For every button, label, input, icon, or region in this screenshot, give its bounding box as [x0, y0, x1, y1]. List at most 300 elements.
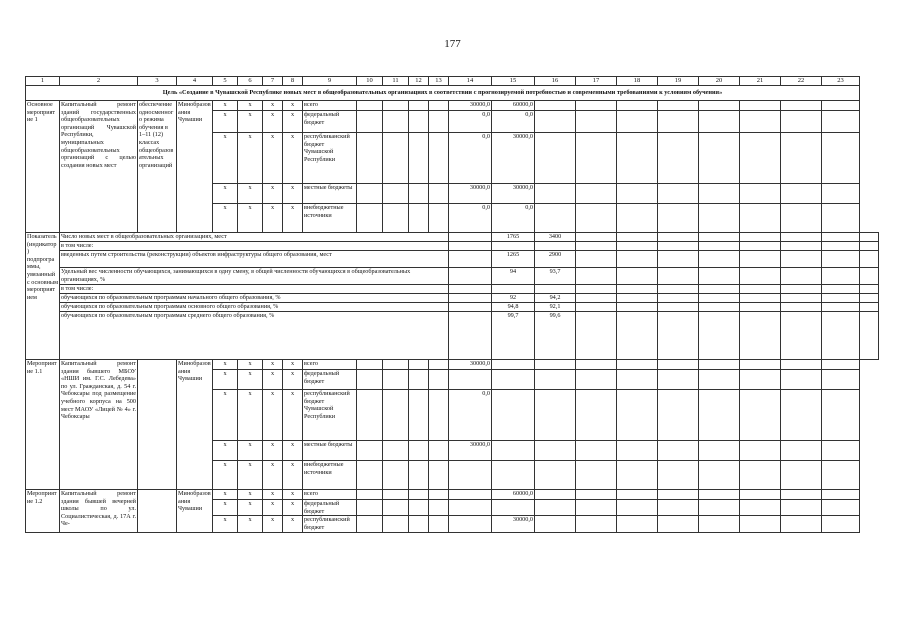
- empty-cell: [617, 500, 658, 516]
- empty-cell: [740, 390, 781, 441]
- empty-cell: [781, 268, 822, 285]
- empty-cell: [429, 133, 449, 184]
- value-cell: [492, 285, 535, 294]
- empty-cell: [740, 441, 781, 461]
- funding-source: федеральный бюджет: [303, 370, 357, 390]
- empty-cell: [699, 285, 740, 294]
- empty-cell: [383, 184, 409, 204]
- empty-cell: [576, 285, 617, 294]
- funding-source: всего: [303, 490, 357, 500]
- empty-cell: [617, 312, 658, 360]
- empty-cell: [781, 516, 822, 533]
- indicator-text: обучающихся по образовательным программам основного общего образования, %: [60, 303, 449, 312]
- funding-source: внебюджетные источники: [303, 204, 357, 233]
- code-cell: x: [213, 516, 238, 533]
- empty-cell: [576, 101, 617, 111]
- empty-cell: [357, 184, 383, 204]
- funding-source: внебюджетные источники: [303, 461, 357, 490]
- empty-cell: [576, 133, 617, 184]
- code-cell: x: [283, 441, 303, 461]
- value-cell: 30000,0: [492, 184, 535, 204]
- empty-cell: [576, 204, 617, 233]
- empty-cell: [535, 360, 576, 370]
- empty-cell: [699, 101, 740, 111]
- empty-cell: [429, 441, 449, 461]
- empty-cell: [658, 133, 699, 184]
- empty-cell: [357, 204, 383, 233]
- empty-cell: [822, 516, 860, 533]
- empty-cell: [429, 461, 449, 490]
- value-cell: [449, 461, 492, 490]
- funding-source: местные бюджеты: [303, 184, 357, 204]
- empty-cell: [740, 268, 781, 285]
- empty-cell: [740, 233, 781, 242]
- empty-cell: [576, 370, 617, 390]
- empty-cell: [576, 242, 617, 251]
- empty-cell: [699, 204, 740, 233]
- value-cell: [492, 242, 535, 251]
- empty-cell: [576, 294, 617, 303]
- empty-cell: [781, 360, 822, 370]
- empty-cell: [658, 268, 699, 285]
- empty-cell: [822, 285, 860, 294]
- value-cell: 92: [492, 294, 535, 303]
- empty-cell: [429, 370, 449, 390]
- funding-source: республиканский бюджет Чувашской Республики: [303, 390, 357, 441]
- empty-cell: [576, 312, 617, 360]
- empty-cell: [357, 490, 383, 500]
- empty-cell: [409, 370, 429, 390]
- indicator-row: [26, 285, 879, 294]
- empty-cell: [429, 390, 449, 441]
- column-number: 15: [492, 77, 535, 86]
- value-cell: 99,7: [492, 312, 535, 360]
- empty-cell: [576, 500, 617, 516]
- empty-cell: [699, 461, 740, 490]
- value-cell: 0,0: [449, 111, 492, 133]
- code-cell: x: [283, 101, 303, 111]
- empty-cell: [822, 294, 860, 303]
- column-number: 5: [213, 77, 238, 86]
- empty-cell: [658, 490, 699, 500]
- code-cell: x: [238, 490, 263, 500]
- empty-cell: [699, 242, 740, 251]
- value-cell: 0,0: [449, 204, 492, 233]
- empty-cell: [617, 390, 658, 441]
- empty-cell: [658, 461, 699, 490]
- goal-row: [26, 86, 879, 101]
- code-cell: x: [213, 204, 238, 233]
- value-cell: [492, 500, 535, 516]
- empty-cell: [781, 390, 822, 441]
- empty-cell: [576, 390, 617, 441]
- empty-cell: [576, 303, 617, 312]
- empty-cell: [781, 233, 822, 242]
- code-cell: x: [283, 461, 303, 490]
- empty-cell: [860, 233, 879, 242]
- empty-cell: [699, 268, 740, 285]
- empty-cell: [383, 360, 409, 370]
- finance-row: [26, 490, 879, 500]
- empty-cell: [740, 184, 781, 204]
- empty-cell: [740, 500, 781, 516]
- empty-cell: [576, 184, 617, 204]
- empty-cell: [822, 370, 860, 390]
- empty-cell: [781, 285, 822, 294]
- empty-cell: [658, 390, 699, 441]
- empty-cell: [740, 133, 781, 184]
- funding-source: республиканский бюджет: [303, 516, 357, 533]
- empty-cell: [781, 312, 822, 360]
- empty-cell: [617, 516, 658, 533]
- empty-cell: [617, 370, 658, 390]
- empty-cell: [699, 516, 740, 533]
- empty-cell: [429, 101, 449, 111]
- value-cell: [492, 370, 535, 390]
- code-cell: x: [213, 441, 238, 461]
- empty-cell: [822, 360, 860, 370]
- empty-cell: [576, 233, 617, 242]
- code-cell: x: [283, 500, 303, 516]
- indicator-text: Число новых мест в общеобразовательных организациях, мест: [60, 233, 449, 242]
- empty-cell: [409, 111, 429, 133]
- value-cell: 30000,0: [449, 184, 492, 204]
- empty-cell: [822, 490, 860, 500]
- value-cell: [449, 370, 492, 390]
- value-cell: 60000,0: [492, 101, 535, 111]
- code-cell: x: [283, 184, 303, 204]
- empty-cell: [449, 285, 492, 294]
- empty-cell: [822, 111, 860, 133]
- column-number: 23: [822, 77, 860, 86]
- measure-label: Основное мероприятие 1: [26, 101, 60, 233]
- empty-cell: [383, 101, 409, 111]
- empty-cell: [383, 111, 409, 133]
- empty-cell: [576, 268, 617, 285]
- measure-name: Капитальный ремонт здания бывшей вечерней школы по ул. Социалистическая, д. 17А г. Че-: [60, 490, 138, 533]
- empty-cell: [449, 251, 492, 268]
- empty-cell: [740, 370, 781, 390]
- indicator-row: [26, 294, 879, 303]
- empty-cell: [383, 370, 409, 390]
- code-cell: x: [283, 490, 303, 500]
- empty-cell: [860, 268, 879, 285]
- empty-cell: [576, 490, 617, 500]
- column-number: 1: [26, 77, 60, 86]
- column-number: 7: [263, 77, 283, 86]
- empty-cell: [357, 111, 383, 133]
- empty-cell: [658, 294, 699, 303]
- empty-cell: [409, 184, 429, 204]
- funding-source: всего: [303, 101, 357, 111]
- code-cell: x: [213, 370, 238, 390]
- empty-cell: [535, 370, 576, 390]
- code-cell: x: [283, 111, 303, 133]
- column-number: 13: [429, 77, 449, 86]
- empty-cell: [658, 184, 699, 204]
- value-cell: 30000,0: [492, 516, 535, 533]
- value-cell: 30000,0: [449, 360, 492, 370]
- column-number: 4: [177, 77, 213, 86]
- empty-cell: [409, 461, 429, 490]
- empty-cell: [658, 500, 699, 516]
- code-cell: x: [238, 101, 263, 111]
- empty-cell: [658, 516, 699, 533]
- empty-cell: [699, 251, 740, 268]
- empty-cell: [658, 360, 699, 370]
- code-cell: x: [263, 370, 283, 390]
- code-cell: x: [238, 370, 263, 390]
- empty-cell: [822, 312, 860, 360]
- measure-label: Мероприятие 1.1: [26, 360, 60, 490]
- funding-source: республиканский бюджет Чувашской Республики: [303, 133, 357, 184]
- empty-cell: [429, 490, 449, 500]
- empty-cell: [740, 111, 781, 133]
- column-number: 9: [303, 77, 357, 86]
- empty-cell: [699, 360, 740, 370]
- code-cell: x: [283, 133, 303, 184]
- empty-cell: [740, 242, 781, 251]
- empty-cell: [699, 233, 740, 242]
- code-cell: x: [263, 133, 283, 184]
- code-cell: x: [263, 204, 283, 233]
- empty-cell: [409, 133, 429, 184]
- funding-source: федеральный бюджет: [303, 111, 357, 133]
- column-number: 3: [138, 77, 177, 86]
- code-cell: x: [213, 360, 238, 370]
- empty-cell: [822, 500, 860, 516]
- empty-cell: [409, 204, 429, 233]
- empty-cell: [409, 490, 429, 500]
- value-cell: 94,2: [535, 294, 576, 303]
- empty-cell: [822, 461, 860, 490]
- value-cell: 30000,0: [449, 441, 492, 461]
- empty-cell: [617, 101, 658, 111]
- empty-cell: [822, 133, 860, 184]
- value-cell: 94,8: [492, 303, 535, 312]
- code-cell: x: [238, 500, 263, 516]
- empty-cell: [781, 441, 822, 461]
- measure-label: Мероприятие 1.2: [26, 490, 60, 533]
- empty-cell: [357, 441, 383, 461]
- indicator-text: в том числе:: [60, 285, 449, 294]
- code-cell: x: [283, 390, 303, 441]
- value-cell: 92,1: [535, 303, 576, 312]
- column-number: 11: [383, 77, 409, 86]
- column-number: 10: [357, 77, 383, 86]
- empty-cell: [699, 294, 740, 303]
- indicator-row: [26, 303, 879, 312]
- empty-cell: [576, 461, 617, 490]
- empty-cell: [535, 500, 576, 516]
- empty-cell: [822, 268, 860, 285]
- value-cell: [492, 441, 535, 461]
- value-cell: 0,0: [492, 111, 535, 133]
- code-cell: x: [263, 461, 283, 490]
- empty-cell: [535, 133, 576, 184]
- empty-cell: [535, 441, 576, 461]
- measure-executor: Минобразования Чувашии: [177, 490, 213, 533]
- value-cell: 0,0: [492, 204, 535, 233]
- empty-cell: [781, 294, 822, 303]
- code-cell: x: [263, 390, 283, 441]
- empty-cell: [409, 360, 429, 370]
- empty-cell: [860, 303, 879, 312]
- empty-cell: [740, 303, 781, 312]
- value-cell: 60000,0: [492, 490, 535, 500]
- indicator-row: [26, 268, 879, 285]
- empty-cell: [617, 233, 658, 242]
- finance-row: [26, 360, 879, 370]
- empty-cell: [781, 370, 822, 390]
- indicator-text: введенных путем строительства (реконструкции) объектов инфраструктуры общего образования, мест: [60, 251, 449, 268]
- empty-cell: [658, 285, 699, 294]
- empty-cell: [658, 312, 699, 360]
- empty-cell: [409, 441, 429, 461]
- empty-cell: [576, 360, 617, 370]
- code-cell: x: [283, 204, 303, 233]
- empty-cell: [429, 500, 449, 516]
- code-cell: x: [263, 516, 283, 533]
- empty-cell: [576, 111, 617, 133]
- value-cell: 30000,0: [449, 101, 492, 111]
- value-cell: 93,7: [535, 268, 576, 285]
- empty-cell: [357, 360, 383, 370]
- code-cell: x: [263, 184, 283, 204]
- value-cell: 3400: [535, 233, 576, 242]
- indicator-text: Удельный вес численности обучающихся, занимающихся в одну смену, в общей численности обучающихся в общеобразовательных организациях, %: [60, 268, 449, 285]
- empty-cell: [617, 490, 658, 500]
- code-cell: x: [263, 101, 283, 111]
- column-number: 17: [576, 77, 617, 86]
- empty-cell: [740, 251, 781, 268]
- empty-cell: [535, 101, 576, 111]
- measure-purpose: [138, 490, 177, 533]
- measure-purpose: [138, 360, 177, 490]
- empty-cell: [699, 390, 740, 441]
- code-cell: x: [263, 111, 283, 133]
- empty-cell: [781, 133, 822, 184]
- empty-cell: [449, 294, 492, 303]
- empty-cell: [383, 204, 409, 233]
- empty-cell: [357, 133, 383, 184]
- value-cell: [492, 360, 535, 370]
- value-cell: [535, 285, 576, 294]
- indicator-row: [26, 251, 879, 268]
- column-number: 14: [449, 77, 492, 86]
- indicator-text: обучающихся по образовательным программам среднего общего образования, %: [60, 312, 449, 360]
- empty-cell: [535, 461, 576, 490]
- value-cell: [492, 390, 535, 441]
- empty-cell: [617, 242, 658, 251]
- empty-cell: [429, 516, 449, 533]
- code-cell: x: [213, 101, 238, 111]
- empty-cell: [822, 242, 860, 251]
- empty-cell: [535, 390, 576, 441]
- empty-cell: [781, 242, 822, 251]
- empty-cell: [740, 360, 781, 370]
- value-cell: [535, 242, 576, 251]
- empty-cell: [822, 204, 860, 233]
- column-number: 20: [699, 77, 740, 86]
- column-number: 21: [740, 77, 781, 86]
- empty-cell: [357, 390, 383, 441]
- code-cell: x: [213, 184, 238, 204]
- empty-cell: [409, 101, 429, 111]
- empty-cell: [357, 500, 383, 516]
- empty-cell: [357, 101, 383, 111]
- empty-cell: [822, 303, 860, 312]
- empty-cell: [383, 516, 409, 533]
- column-number: 16: [535, 77, 576, 86]
- code-cell: x: [213, 500, 238, 516]
- empty-cell: [617, 268, 658, 285]
- empty-cell: [740, 516, 781, 533]
- indicator-text: в том числе:: [60, 242, 449, 251]
- empty-cell: [617, 441, 658, 461]
- empty-cell: [699, 490, 740, 500]
- indicator-label: Показатель (индикатор) подпрограммы, увязанный с основным мероприятием: [26, 233, 60, 360]
- code-cell: x: [238, 133, 263, 184]
- empty-cell: [617, 285, 658, 294]
- empty-cell: [357, 516, 383, 533]
- empty-cell: [658, 242, 699, 251]
- empty-cell: [535, 516, 576, 533]
- empty-cell: [357, 370, 383, 390]
- empty-cell: [576, 441, 617, 461]
- empty-cell: [781, 251, 822, 268]
- empty-cell: [740, 312, 781, 360]
- empty-cell: [617, 360, 658, 370]
- empty-cell: [429, 184, 449, 204]
- column-number: 19: [658, 77, 699, 86]
- empty-cell: [658, 251, 699, 268]
- value-cell: 0,0: [449, 133, 492, 184]
- empty-cell: [409, 500, 429, 516]
- empty-cell: [535, 184, 576, 204]
- empty-cell: [699, 111, 740, 133]
- empty-cell: [781, 303, 822, 312]
- empty-cell: [699, 370, 740, 390]
- code-cell: x: [283, 516, 303, 533]
- code-cell: x: [238, 184, 263, 204]
- indicator-row: [26, 233, 879, 242]
- empty-cell: [576, 251, 617, 268]
- empty-cell: [699, 303, 740, 312]
- empty-cell: [576, 516, 617, 533]
- funding-source: местные бюджеты: [303, 441, 357, 461]
- empty-cell: [740, 294, 781, 303]
- goal-text: Цель «Создание в Чувашской Республике новых мест в общеобразовательных организациях в соответствии с прогнозируемой потребностью и современными требованиями к условиям обучения»: [26, 86, 860, 101]
- empty-cell: [429, 204, 449, 233]
- program-table: [25, 76, 879, 533]
- value-cell: [449, 500, 492, 516]
- empty-cell: [699, 133, 740, 184]
- empty-cell: [617, 133, 658, 184]
- empty-cell: [860, 242, 879, 251]
- empty-cell: [449, 268, 492, 285]
- empty-cell: [822, 251, 860, 268]
- empty-cell: [781, 111, 822, 133]
- page-number: 177: [444, 38, 461, 50]
- code-cell: x: [263, 500, 283, 516]
- funding-source: федеральный бюджет: [303, 500, 357, 516]
- empty-cell: [449, 233, 492, 242]
- code-cell: x: [238, 390, 263, 441]
- code-cell: x: [213, 133, 238, 184]
- measure-name: Капитальный ремонт здания бывшего МБОУ «НШИ им. Г.С. Лебедева» по ул. Гражданская, д. 54 г. Чебоксары под размещение учебного корпуса на 500 мест МАОУ «Лицей № 4» г. Чебоксары: [60, 360, 138, 490]
- empty-cell: [658, 111, 699, 133]
